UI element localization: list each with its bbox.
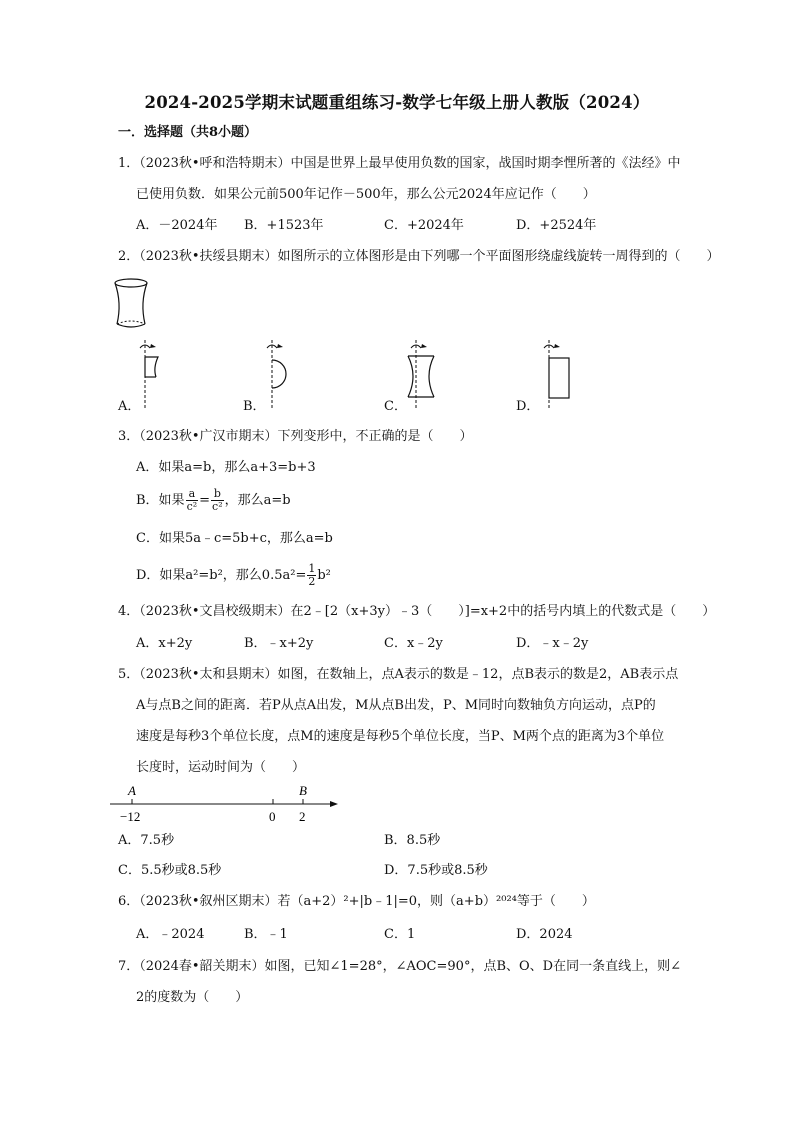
q2-option-b: B． (243, 399, 266, 414)
q4-option-b: B．﹣x+2y (244, 636, 314, 651)
q3-option-c: C．如果5a﹣c=5b+c，那么a=b (136, 531, 333, 546)
q2-solid-figure (108, 277, 158, 332)
q2-shape-c (404, 340, 444, 412)
q5-number-line (108, 782, 340, 828)
q4-option-c: C．x﹣2y (384, 636, 443, 651)
q5-line1: 5．（2023秋•太和县期末）如图，在数轴上，点A表示的数是﹣12，点B表示的数是2，AB表示点 (118, 667, 679, 682)
q5-option-d: D．7.5秒或8.5秒 (384, 863, 488, 878)
q3-option-d-suffix: b² (317, 568, 331, 583)
q6-option-d: D．2024 (516, 927, 573, 942)
q6-line1: 6．（2023秋•叙州区期末）若（a+2）²+|b﹣1|=0，则（a+b）²⁰²⁴等于（ ） (118, 894, 595, 909)
q5-axis-label-b: B (299, 783, 307, 798)
q5-line2: A与点B之间的距离．若P从点A出发，M从点B出发，P、M同时向数轴负方向运动，点P的 (136, 698, 656, 713)
q2-option-c: C． (384, 399, 407, 414)
q5-axis-tick-a: −12 (120, 809, 141, 824)
q5-line4: 长度时，运动时间为（ ） (136, 760, 306, 775)
q1-option-b: B．+1523年 (244, 218, 324, 233)
q5-option-a: A．7.5秒 (118, 833, 175, 848)
q1-option-d: D．+2524年 (516, 218, 597, 233)
page-title: 2024-2025学期末试题重组练习-数学七年级上册人教版（2024） (144, 93, 650, 112)
q5-line3: 速度是每秒3个单位长度，点M的速度是每秒5个单位长度，当P、M两个点的距离为3个单位 (136, 729, 665, 744)
q3-option-d (136, 563, 331, 588)
q2-line1: 2．（2023秋•扶绥县期末）如图所示的立体图形是由下列哪一个平面图形绕虚线旋转一周得到的（ ） (118, 249, 720, 264)
q1-line1: 1．（2023秋•呼和浩特期末）中国是世界上最早使用负数的国家，战国时期李悝所著的《法经》中 (118, 156, 681, 171)
section-heading: 一．选择题（共8小题） (118, 125, 258, 140)
q2-option-d: D． (516, 399, 540, 414)
q1-option-c: C．+2024年 (384, 218, 464, 233)
q1-line2: 已使用负数．如果公元前500年记作－500年，那么公元2024年应记作（ ） (136, 187, 596, 202)
q3-fraction-a (186, 488, 199, 513)
q6-option-b: B．﹣1 (244, 927, 288, 942)
q5-axis-tick-o: 0 (269, 809, 276, 824)
q3-fraction-d (307, 563, 316, 588)
q6-option-c: C．1 (384, 927, 416, 942)
q3-option-b: B．如果 $\frac{a}{\text{c²}}$ = $\frac{b}{\text{c²}}$ ，那么a=b (136, 487, 291, 513)
q7-line2: 2的度数为（ ） (136, 990, 249, 1005)
q7-line1: 7．（2024春•韶关期末）如图，已知∠1=28°，∠AOC=90°，点B、O、D在同一条直线上，则∠ (118, 959, 681, 974)
q2-shape-d (540, 340, 580, 412)
q3-line1: 3．（2023秋•广汉市期末）下列变形中，不正确的是（ ） (118, 429, 473, 444)
q3-frac-b-num: b (211, 488, 224, 501)
q5-option-c: C．5.5秒或8.5秒 (118, 863, 222, 878)
q6-option-a: A．﹣2024 (136, 927, 205, 942)
q3-frac-d-den: 2 (308, 575, 316, 588)
q3-frac-a-den: c² (186, 500, 198, 513)
q5-option-b: B．8.5秒 (384, 833, 441, 848)
q2-shape-a (136, 340, 171, 412)
q1-option-a: A．－2024年 (136, 218, 218, 233)
q4-option-a: A．x+2y (136, 636, 193, 651)
q3-frac-d-num: 1 (308, 562, 316, 575)
q3-option-a: A．如果a=b，那么a+3=b+3 (136, 460, 316, 475)
q3-option-b-prefix: B．如果 (136, 493, 185, 508)
q5-axis-tick-b: 2 (299, 809, 306, 824)
q4-option-d: D．﹣x﹣2y (516, 636, 589, 651)
q5-axis-label-a: A (128, 783, 136, 798)
q3-fraction-b (211, 488, 224, 513)
q3-option-b-suffix: ，那么a=b (224, 493, 291, 508)
q3-frac-b-den: c² (212, 500, 223, 513)
q3-frac-a-num: a (186, 488, 199, 501)
q2-option-a: A． (118, 399, 141, 414)
q4-line1: 4．（2023秋•文昌校级期末）在2﹣[2（x+3y）﹣3（ ）]=x+2中的括号内填上的代数式是（ ） (118, 604, 716, 619)
q2-shape-b (262, 340, 302, 412)
q3-option-d-prefix: D．如果a²=b²，那么0.5a²= (136, 568, 307, 583)
